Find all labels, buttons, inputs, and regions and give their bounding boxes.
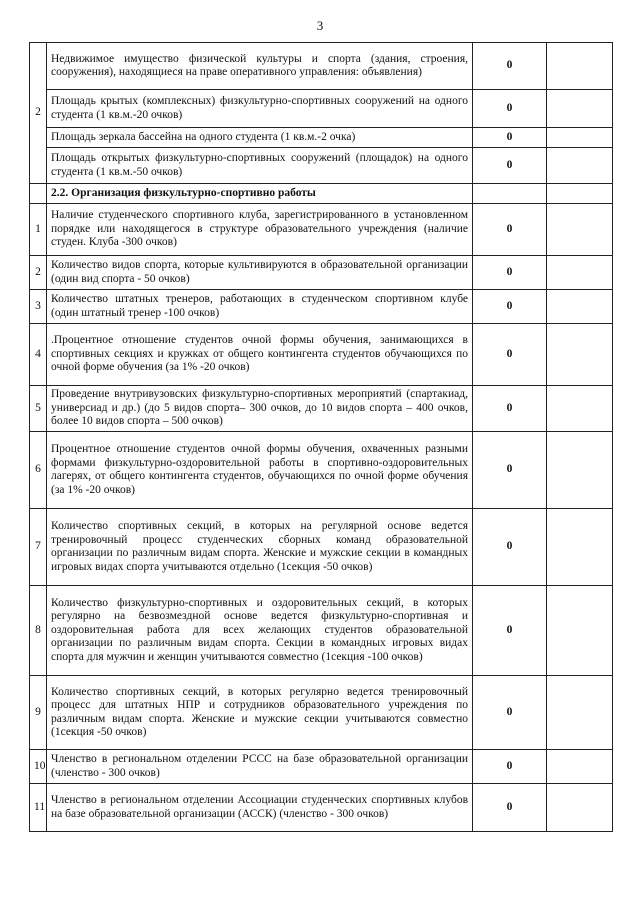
score-cell: 0 <box>473 432 547 509</box>
blank-cell <box>547 256 613 290</box>
table-row <box>30 204 613 256</box>
row-number: 10 <box>30 750 47 784</box>
blank-cell <box>547 784 613 832</box>
section-number-cell <box>30 184 47 204</box>
blank-cell <box>547 324 613 386</box>
score-cell: 0 <box>473 586 547 676</box>
blank-cell <box>547 204 613 256</box>
score-cell: 0 <box>473 784 547 832</box>
blank-cell <box>547 148 613 184</box>
table-row <box>30 509 613 586</box>
blank-cell <box>547 43 613 90</box>
criterion-text: Площадь крытых (комплексных) физкультурно-спортивных сооружений на одного студента (1 кв.м.-20 очков) <box>47 90 473 128</box>
table-row <box>30 784 613 832</box>
criterion-text: Количество видов спорта, которые культивируются в образовательной организации (один вид спорта - 50 очков) <box>47 256 473 290</box>
criterion-text: Количество спортивных секций, в которых на регулярной основе ведется тренировочный процесс студенческих сборных команд образовательной организации по различным видам спорта. Женские и мужские секции в командных игровых видах спорта учитываются отдельно (1секция -50 очков) <box>47 509 473 586</box>
row-number: 7 <box>30 509 47 586</box>
blank-cell <box>547 676 613 750</box>
table-row <box>30 90 613 128</box>
table-row <box>30 386 613 432</box>
row-number: 9 <box>30 676 47 750</box>
row-number: 5 <box>30 386 47 432</box>
section-title: 2.2. Организация физкультурно-спортивно работы <box>47 184 473 204</box>
score-cell: 0 <box>473 256 547 290</box>
criterion-text: Недвижимое имущество физической культуры и спорта (здания, строения, сооружения), находящиеся на праве оперативного управления: объявления) <box>47 43 473 90</box>
row-number: 2 <box>30 256 47 290</box>
score-cell: 0 <box>473 90 547 128</box>
blank-cell <box>547 750 613 784</box>
criterion-text: Наличие студенческого спортивного клуба, зарегистрированного в установленном порядке или находящегося в структуре образовательного учреждения (наличие студен. Клуба -300 очков) <box>47 204 473 256</box>
score-cell: 0 <box>473 509 547 586</box>
table-row <box>30 290 613 324</box>
criterion-text: Количество спортивных секций, в которых регулярно ведется тренировочный процесс для штатных НПР и сотрудников образовательного учреждения по различным видам спорта. Женские и мужские секции учитываются совместно (1секция -50 очков) <box>47 676 473 750</box>
blank-cell <box>547 128 613 148</box>
blank-cell <box>547 509 613 586</box>
score-cell: 0 <box>473 324 547 386</box>
criterion-text: Количество физкультурно-спортивных и оздоровительных секций, в которых регулярно на безвозмездной основе ведется физкультурно-спортивная и оздоровительная работа для всех желающих студентов образовательной организации по различным видам спорта. Секции в командных игровых видах спорта для мужчин и женщин учитываются совместно (1секция -100 очков) <box>47 586 473 676</box>
criterion-text: Процентное отношение студентов очной формы обучения, охваченных разными формами физкультурно-оздоровительной работы в спортивно-оздоровительных лагерях, от общего контингента студентов, обучающихся по очной форме обучения (за 1% -20 очков) <box>47 432 473 509</box>
row-number: 11 <box>30 784 47 832</box>
criterion-text: Членство в региональном отделении Ассоциации студенческих спортивных клубов на базе образовательной организации (АССК) (членство - 300 очков) <box>47 784 473 832</box>
blank-cell <box>547 90 613 128</box>
section-row <box>30 184 613 204</box>
score-cell: 0 <box>473 148 547 184</box>
criterion-text: .Процентное отношение студентов очной формы обучения, занимающихся в спортивных секциях и кружках от общего контингента студентов обучающихся по очной форме обучения (за 1% -20 очков) <box>47 324 473 386</box>
row-number: 3 <box>30 290 47 324</box>
criterion-text: Количество штатных тренеров, работающих в студенческом спортивном клубе (один штатный тренер -100 очков) <box>47 290 473 324</box>
table-row <box>30 750 613 784</box>
table-row <box>30 148 613 184</box>
blank-cell <box>547 386 613 432</box>
score-cell: 0 <box>473 204 547 256</box>
table-row <box>30 128 613 148</box>
row-number: 1 <box>30 204 47 256</box>
row-number: 4 <box>30 324 47 386</box>
table-row <box>30 43 613 90</box>
row-number: 2 <box>30 43 47 184</box>
row-number: 6 <box>30 432 47 509</box>
score-cell <box>473 184 547 204</box>
page-number: 3 <box>316 18 324 33</box>
blank-cell <box>547 432 613 509</box>
row-number: 8 <box>30 586 47 676</box>
table-row <box>30 432 613 509</box>
score-cell: 0 <box>473 43 547 90</box>
table-row <box>30 676 613 750</box>
criterion-text: Площадь открытых физкультурно-спортивных сооружений (площадок) на одного студента (1 кв.м.-50 очков) <box>47 148 473 184</box>
blank-cell <box>547 586 613 676</box>
blank-cell <box>547 290 613 324</box>
criteria-table <box>29 42 613 832</box>
table-row <box>30 324 613 386</box>
table-row <box>30 256 613 290</box>
criterion-text: Членство в региональном отделении РССС на базе образовательной организации (членство - 300 очков) <box>47 750 473 784</box>
score-cell: 0 <box>473 750 547 784</box>
blank-cell <box>547 184 613 204</box>
criterion-text: Проведение внутривузовских физкультурно-спортивных мероприятий (спартакиад, универсиад и др.) (до 5 видов спорта– 300 очков, до 10 видов спорта – 400 очков, более 10 видов спорта – 500 очков) <box>47 386 473 432</box>
criterion-text: Площадь зеркала бассейна на одного студента (1 кв.м.-2 очка) <box>47 128 473 148</box>
score-cell: 0 <box>473 128 547 148</box>
score-cell: 0 <box>473 290 547 324</box>
score-cell: 0 <box>473 386 547 432</box>
score-cell: 0 <box>473 676 547 750</box>
table-row <box>30 586 613 676</box>
